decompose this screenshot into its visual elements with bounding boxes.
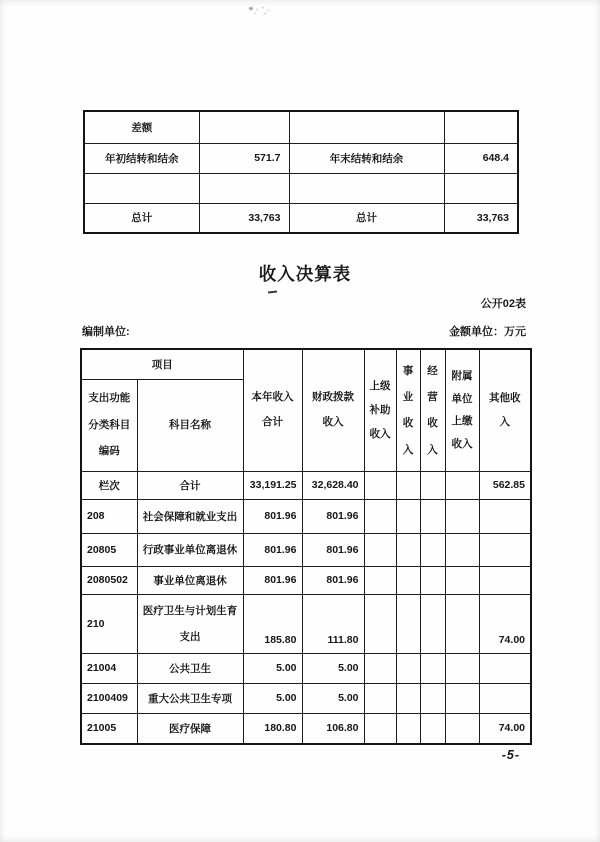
scan-mark: [268, 291, 277, 294]
header-subsidy: 上级补助收入: [364, 349, 396, 471]
cell-other: [479, 653, 531, 683]
cell-other: 74.00: [479, 594, 531, 653]
cell-fiscal: 32,628.40: [302, 471, 364, 499]
cell-code: 栏次: [81, 471, 137, 499]
cell-fiscal: 106.80: [302, 713, 364, 744]
cell-label: [289, 173, 444, 203]
cell-code: 2080502: [81, 566, 137, 594]
cell-subsidy: [364, 653, 396, 683]
cell-code: 20805: [81, 533, 137, 566]
table-row: [81, 683, 531, 713]
table-row: [81, 533, 531, 566]
cell-subsidy: [364, 594, 396, 653]
cell-operating: [420, 594, 445, 653]
cell-code: 208: [81, 499, 137, 533]
table-row: [84, 203, 518, 233]
cell-label: 年末结转和结余: [289, 143, 444, 173]
cell-value: 33,763: [444, 203, 518, 233]
cell-value: [199, 111, 289, 143]
cell-business: [396, 713, 420, 744]
cell-name: 行政事业单位离退休: [137, 533, 243, 566]
table-row: [84, 143, 518, 173]
table-row: [81, 594, 531, 653]
cell-other: 74.00: [479, 713, 531, 744]
cell-operating: [420, 471, 445, 499]
cell-code: 210: [81, 594, 137, 653]
cell-operating: [420, 533, 445, 566]
cell-year-total: 5.00: [243, 683, 302, 713]
cell-fiscal: 801.96: [302, 499, 364, 533]
cell-affiliated: [445, 653, 479, 683]
cell-subsidy: [364, 713, 396, 744]
amount-unit-label: 金额单位：万元: [449, 326, 526, 338]
cell-operating: [420, 653, 445, 683]
header-row-top: [81, 349, 531, 379]
prepared-by-label: 编制单位:: [82, 326, 130, 338]
cell-value: [199, 173, 289, 203]
cell-operating: [420, 713, 445, 744]
cell-operating: [420, 566, 445, 594]
cell-fiscal: 801.96: [302, 566, 364, 594]
cell-subsidy: [364, 533, 396, 566]
cell-affiliated: [445, 713, 479, 744]
cell-label: [289, 111, 444, 143]
cell-value: [444, 111, 518, 143]
cell-other: [479, 683, 531, 713]
cell-value: 33,763: [199, 203, 289, 233]
header-business: 事业收入: [396, 349, 420, 471]
cell-affiliated: [445, 533, 479, 566]
scan-artifact: [249, 7, 253, 10]
header-fiscal: 财政拨款收入: [302, 349, 364, 471]
cell-affiliated: [445, 499, 479, 533]
cell-year-total: 33,191.25: [243, 471, 302, 499]
header-item: 项目: [81, 349, 243, 379]
cell-year-total: 180.80: [243, 713, 302, 744]
cell-year-total: 801.96: [243, 533, 302, 566]
table-row: [81, 471, 531, 499]
cell-name: 医疗保障: [137, 713, 243, 744]
cell-name: 医疗卫生与计划生育支出: [137, 594, 243, 653]
cell-label: 年初结转和结余: [84, 143, 199, 173]
cell-value: 648.4: [444, 143, 518, 173]
cell-label: 总计: [84, 203, 199, 233]
cell-business: [396, 566, 420, 594]
cell-code: 2100409: [81, 683, 137, 713]
cell-name: 合计: [137, 471, 243, 499]
table-row: [84, 111, 518, 143]
cell-other: [479, 566, 531, 594]
cell-label: 差额: [84, 111, 199, 143]
income-table: [80, 348, 532, 745]
cell-affiliated: [445, 683, 479, 713]
table-row: [81, 499, 531, 533]
cell-year-total: 801.96: [243, 566, 302, 594]
header-code: 支出功能分类科目编码: [81, 379, 137, 471]
table-row: [81, 566, 531, 594]
header-affiliated: 附属单位上缴收入: [445, 349, 479, 471]
cell-other: [479, 533, 531, 566]
cell-business: [396, 499, 420, 533]
cell-code: 21005: [81, 713, 137, 744]
cell-code: 21004: [81, 653, 137, 683]
header-operating: 经营收入: [420, 349, 445, 471]
cell-business: [396, 471, 420, 499]
summary-table: [83, 110, 519, 234]
cell-other: 562.85: [479, 471, 531, 499]
cell-operating: [420, 499, 445, 533]
page-number: -5-: [501, 748, 520, 762]
cell-business: [396, 594, 420, 653]
cell-year-total: 185.80: [243, 594, 302, 653]
table-row: [81, 653, 531, 683]
header-name: 科目名称: [137, 379, 243, 471]
cell-affiliated: [445, 471, 479, 499]
cell-label: 总计: [289, 203, 444, 233]
header-other: 其他收入: [479, 349, 531, 471]
cell-fiscal: 801.96: [302, 533, 364, 566]
header-year-total: 本年收入合计: [243, 349, 302, 471]
cell-value: [444, 173, 518, 203]
cell-operating: [420, 683, 445, 713]
cell-affiliated: [445, 594, 479, 653]
cell-business: [396, 683, 420, 713]
page-title: 收入决算表: [258, 264, 352, 284]
cell-fiscal: 111.80: [302, 594, 364, 653]
cell-subsidy: [364, 683, 396, 713]
table-row: [84, 173, 518, 203]
cell-name: 重大公共卫生专项: [137, 683, 243, 713]
cell-fiscal: 5.00: [302, 683, 364, 713]
table-code: 公开02表: [480, 298, 526, 310]
cell-name: 社会保障和就业支出: [137, 499, 243, 533]
cell-business: [396, 653, 420, 683]
cell-value: 571.7: [199, 143, 289, 173]
cell-subsidy: [364, 471, 396, 499]
cell-year-total: 801.96: [243, 499, 302, 533]
cell-subsidy: [364, 566, 396, 594]
cell-other: [479, 499, 531, 533]
cell-fiscal: 5.00: [302, 653, 364, 683]
cell-name: 公共卫生: [137, 653, 243, 683]
cell-label: [84, 173, 199, 203]
cell-subsidy: [364, 499, 396, 533]
cell-business: [396, 533, 420, 566]
cell-affiliated: [445, 566, 479, 594]
table-row: [81, 713, 531, 744]
cell-name: 事业单位离退休: [137, 566, 243, 594]
cell-year-total: 5.00: [243, 653, 302, 683]
